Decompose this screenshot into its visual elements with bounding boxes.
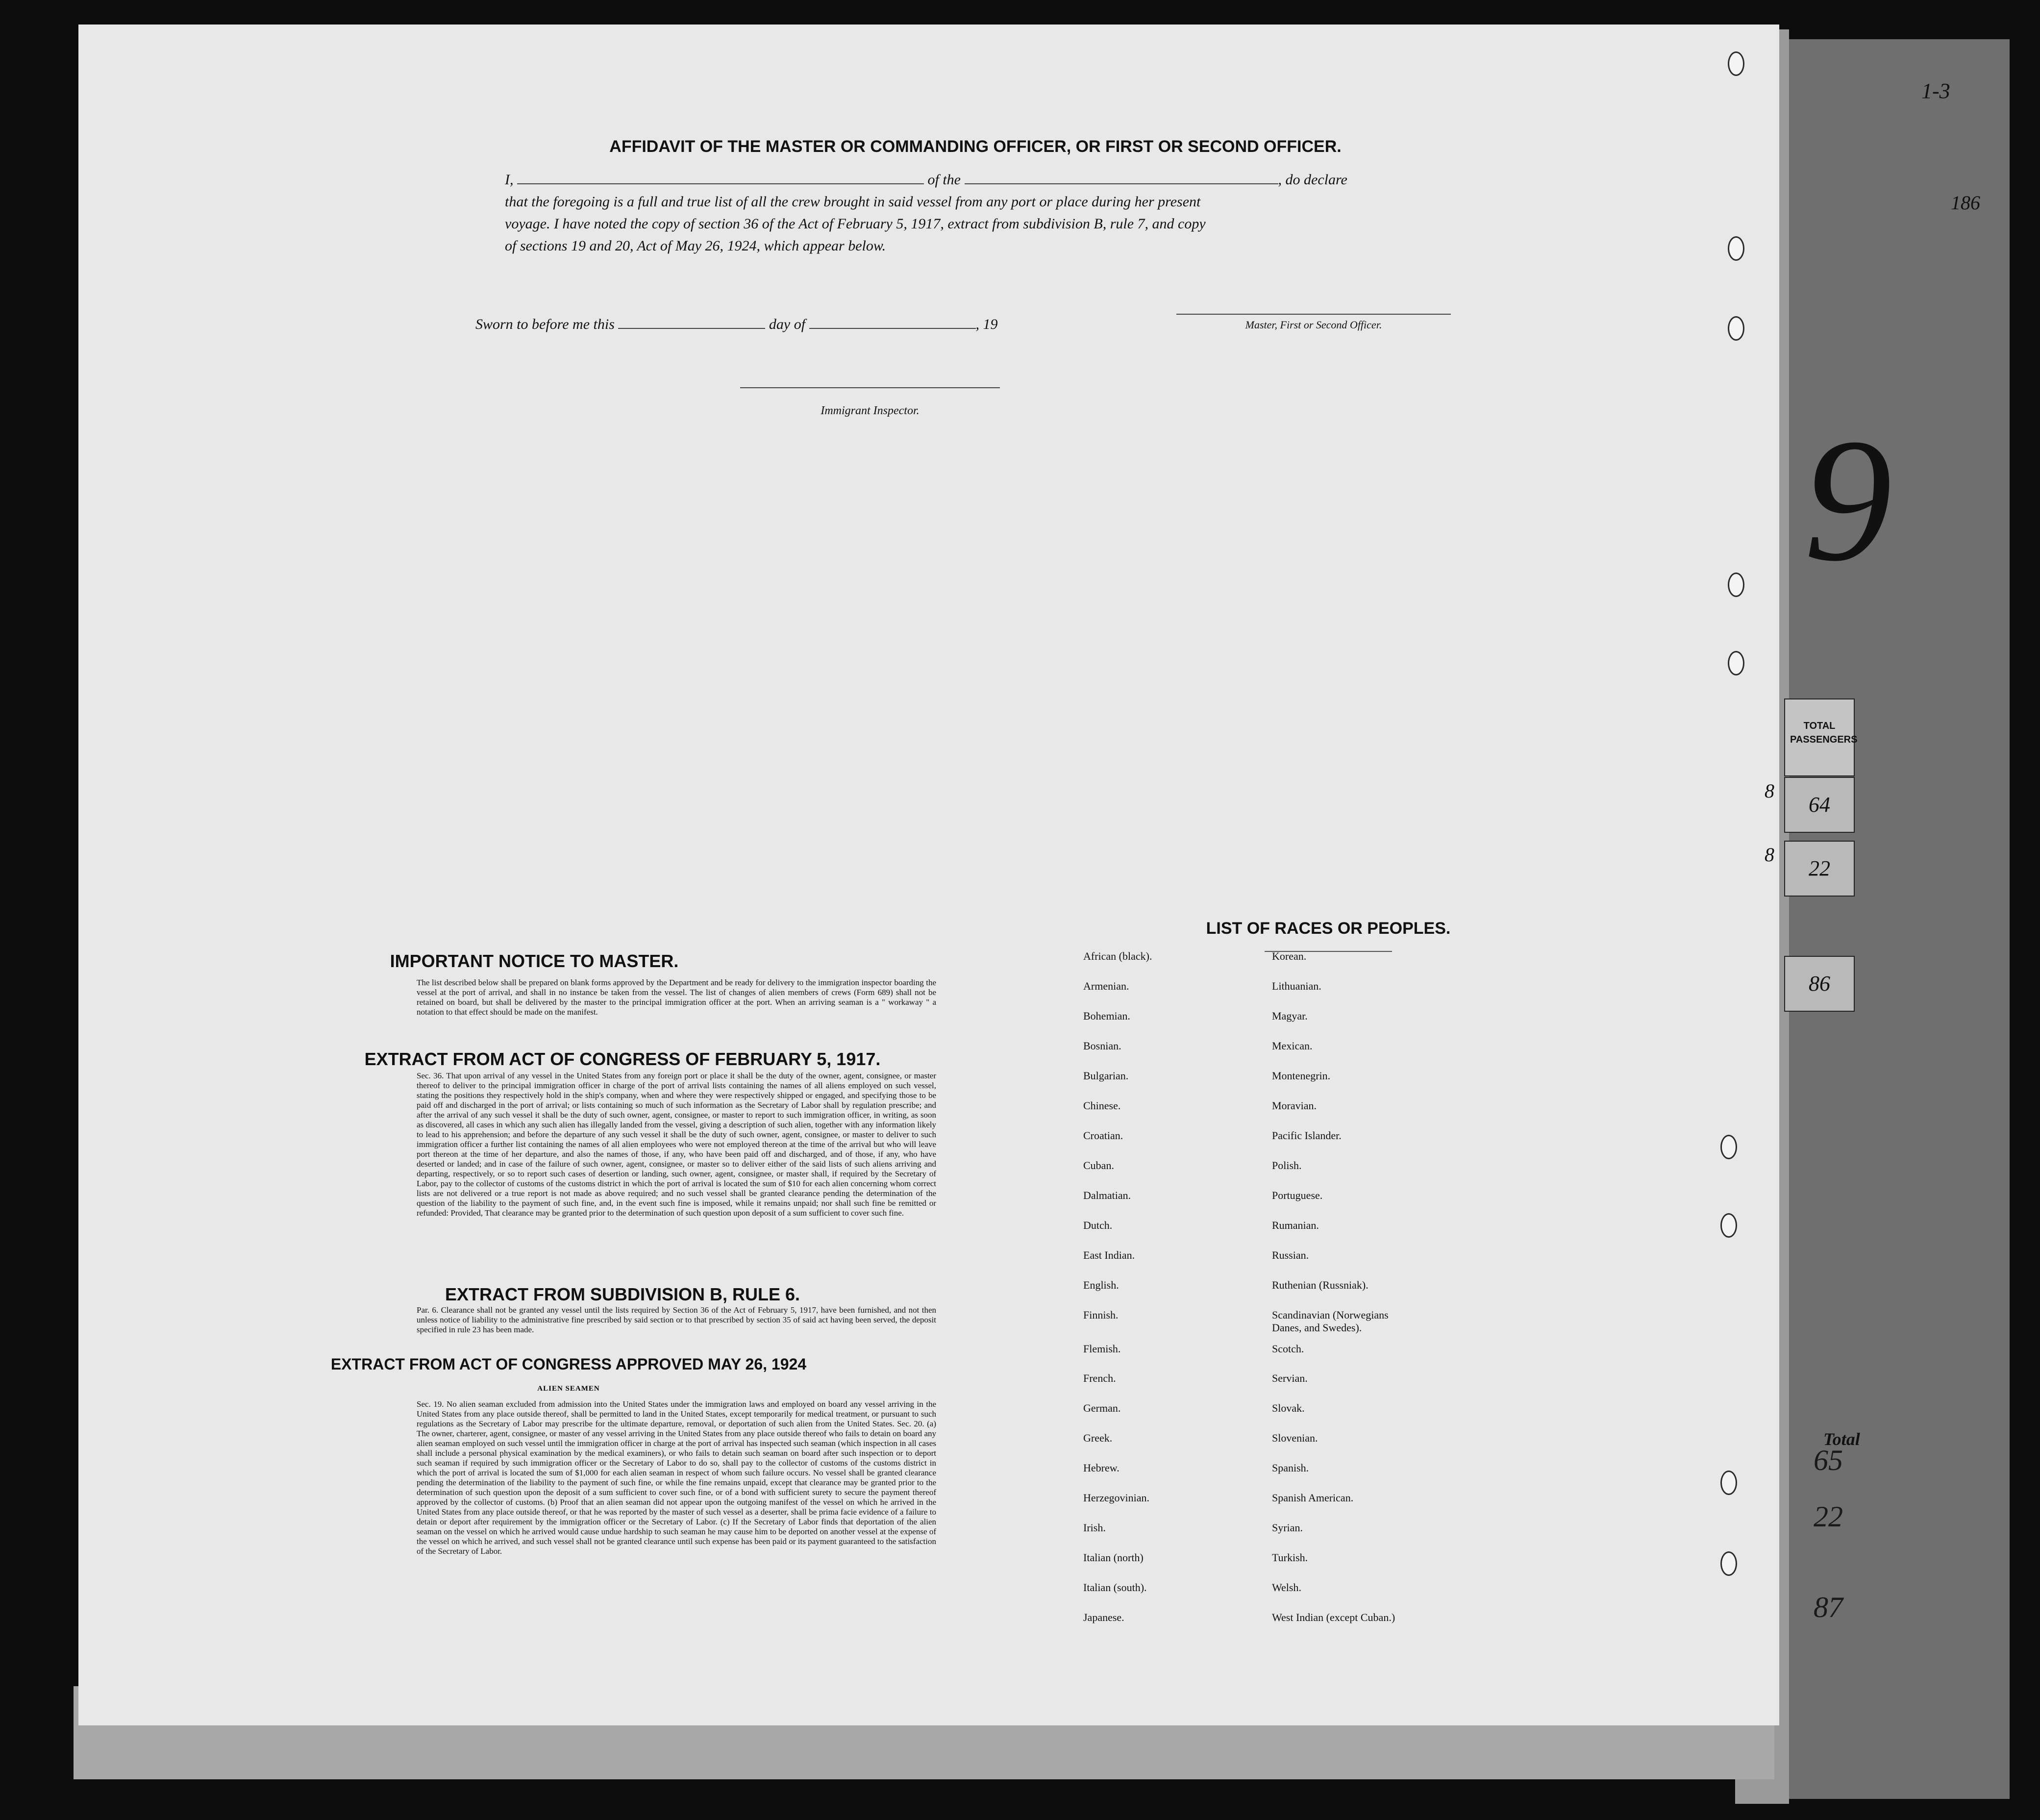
punch-hole (1720, 1213, 1737, 1238)
extract-1917-title: EXTRACT FROM ACT OF CONGRESS OF FEBRUARY 5, 1917. (364, 1049, 881, 1069)
tally-left-digit: 8 (1765, 844, 1774, 866)
race-item: Italian (south). (1083, 1581, 1147, 1594)
tally-value: 22 (1784, 841, 1855, 897)
corner-note: 1-3 (1921, 79, 1950, 103)
punch-hole (1720, 1551, 1737, 1576)
vessel-blank (965, 183, 1278, 184)
underlying-sheet (1789, 39, 2010, 1799)
totals-value: 65 (1814, 1444, 1843, 1476)
race-item: Japanese. (1083, 1611, 1124, 1623)
punch-hole (1720, 1471, 1737, 1495)
race-item: Syrian. (1272, 1521, 1303, 1534)
sworn-prefix: Sworn to before me this (475, 316, 615, 332)
race-item: Bosnian. (1083, 1040, 1121, 1052)
race-item: Lithuanian. (1272, 980, 1321, 992)
affidavit-line-4: of sections 19 and 20, Act of May 26, 1924, which appear below. (505, 238, 886, 254)
tally-header (1784, 698, 1858, 776)
sworn-day-of: day of (769, 316, 806, 332)
race-item: African (black). (1083, 950, 1152, 962)
race-item: Korean. (1272, 950, 1307, 962)
race-item: Scandinavian (Norwegians Danes, and Swedes). (1272, 1309, 1389, 1334)
race-item: Scotch. (1272, 1343, 1304, 1355)
tally-value: 64 (1784, 777, 1855, 833)
race-item: Greek. (1083, 1432, 1113, 1444)
totals-value: 87 (1814, 1591, 1843, 1623)
race-item: Polish. (1272, 1159, 1302, 1172)
race-item: Finnish. (1083, 1309, 1119, 1321)
tally-left-digit: 8 (1765, 780, 1774, 802)
race-item: Mexican. (1272, 1040, 1313, 1052)
extract-rule6-text: Par. 6. Clearance shall not be granted any vessel until the lists required by Section 36 of the Act of February 5, 1917, have been furnished, and not then unless notice of liability to the administrative fine prescribed by said section or to that prescribed by section 35 of said act having been served, the deposit specified in rule 23 has been made. (417, 1305, 936, 1334)
notice-text: The list described below shall be prepared on blank forms approved by the Department and be ready for delivery to the immigration inspector boarding the vessel at the port of arrival, and shall in no instance be taken from the vessel. The list of changes of alien members of crews (Form 689) shall not be retained on board, but shall be delivered by the master to the principal immigration officer at the port. When an arriving seaman is a " workaway " a notation to that effect should be made on the manifest. (417, 978, 936, 1017)
races-title: LIST OF RACES OR PEOPLES. (1206, 919, 1451, 938)
totals-label: Total (1823, 1429, 1860, 1449)
race-item: Hebrew. (1083, 1462, 1120, 1474)
affidavit-title: AFFIDAVIT OF THE MASTER OR COMMANDING OFFICER, OR FIRST OR SECOND OFFICER. (609, 137, 1342, 156)
race-item: Turkish. (1272, 1551, 1308, 1564)
race-item: German. (1083, 1402, 1121, 1414)
tally-value: 86 (1784, 956, 1855, 1012)
race-item: Portuguese. (1272, 1189, 1323, 1201)
affidavit-i: I, (505, 172, 514, 188)
race-item: Ruthenian (Russniak). (1272, 1279, 1368, 1291)
race-item: Irish. (1083, 1521, 1106, 1534)
race-item: Spanish American. (1272, 1492, 1354, 1504)
race-item: Servian. (1272, 1372, 1308, 1384)
race-item: English. (1083, 1279, 1119, 1291)
signature-caption: Master, First or Second Officer. (1245, 319, 1382, 331)
signature-line (1176, 314, 1451, 315)
extract-1924-subtitle: ALIEN SEAMEN (537, 1385, 600, 1393)
race-item: Russian. (1272, 1249, 1309, 1261)
race-item: French. (1083, 1372, 1116, 1384)
large-figure: 9 (1804, 402, 1892, 598)
race-item: Dalmatian. (1083, 1189, 1131, 1201)
totals-value: 22 (1814, 1500, 1843, 1533)
extract-1924-title: EXTRACT FROM ACT OF CONGRESS APPROVED MAY 26, 1924 (330, 1355, 807, 1373)
race-item: Magyar. (1272, 1010, 1308, 1022)
punch-hole (1728, 236, 1744, 261)
affidavit-line-1 (505, 172, 1466, 188)
affidavit-line-3: voyage. I have noted the copy of section 36 of the Act of February 5, 1917, extract from subdivision B, rule 7, and copy (505, 216, 1206, 232)
name-blank (517, 183, 924, 184)
race-item: West Indian (except Cuban.) (1272, 1611, 1395, 1623)
race-item: Herzegovinian. (1083, 1492, 1149, 1504)
race-item: Flemish. (1083, 1343, 1121, 1355)
race-item: Spanish. (1272, 1462, 1309, 1474)
race-item: Slovenian. (1272, 1432, 1318, 1444)
extract-1924-text: Sec. 19. No alien seaman excluded from admission into the United States under the immigration laws and employed on board any vessel arriving in the United States from any place outside thereof, shall be permitted to land in the United States, except temporarily for medical treatment, or pursuant to such regulations as the Secretary of Labor may prescribe for the ultimate departure, removal, or deportation of such alien from the United States. Sec. 20. (a) The owner, charterer, agent, consignee, or master of any vessel arriving in the United States from any place outside thereof who fails to detain on board any alien seaman employed on such vessel until the immigration officer in charge at the port of arrival has inspected such seaman (which inspection in all cases shall include a personal physical examination by the medical examiners), or who fails to detain such seaman on board after such inspection or to deport such seaman if required by such immigration officer or the Secretary of Labor to do so, shall pay to the collector of customs of the customs district in which the port of arrival is located the sum of $1,000 for each alien seaman in respect of whom such failure occurs. No vessel shall be granted clearance pending the determination of the liability to the payment of such fine, or while the fine remains unpaid, except that clearance may be granted prior to the determination of such question upon the deposit of a sum sufficient to cover such fine, or of a bond with sufficient surety to secure the payment thereof approved by the collector of customs. (b) Proof that an alien seaman did not appear upon the outgoing manifest of the vessel on which he arrived in the United States from any place outside thereof, or that he was reported by the master of such vessel as a deserter, shall be prima facie evidence of a failure to detain or deport after requirement by the immigration officer or the Secretary of Labor. (c) If the Secretary of Labor finds that deportation of the alien seaman on the vessel on which he arrived would cause undue hardship to such seaman he may cause him to be deported on another vessel at the expense of the vessel on which he arrived, and such vessel shall not be granted clearance until such expense has been paid or its payment guaranteed to the satisfaction of the Secretary of Labor. (417, 1399, 936, 1556)
race-item: Croatian. (1083, 1129, 1123, 1142)
extract-1917-text: Sec. 36. That upon arrival of any vessel in the United States from any foreign port or place it shall be the duty of the owner, agent, consignee, or master thereof to deliver to the principal immigration officer in charge of the port of arrival lists containing the names of all aliens employed on such vessel, stating the positions they respectively hold in the ship's company, when and where they were respectively shipped or engaged, and specifying those to be paid off and discharged in the port of arrival; or lists containing so much of such information as the Secretary of Labor shall by regulation prescribe; and after the arrival of any such vessel it shall be the duty of such owner, agent, consignee, or master to report to such immigration officer, in writing, as soon as discovered, all cases in which any such alien has illegally landed from the vessel, giving a description of such alien, together with any information likely to lead to his apprehension; and before the departure of any such vessel it shall be the duty of such owner, agent, consignee, or master to deliver to such immigration officer a further list containing the names of all alien employees who were not employed thereon at the time of the arrival but who will leave port thereon at the time of her departure, and also the names of those, if any, who have been paid off and discharged, and of those, if any, who have deserted or landed; and in case of the failure of such owner, agent, consignee, or master so to deliver either of the said lists of such aliens arriving and departing, respectively, or so to report such cases of desertion or landing, such owner, agent, consignee, or master shall, if required by the Secretary of Labor, pay to the collector of customs of the customs district in which the port of arrival is located the sum of $10 for each alien concerning whom correct lists are not delivered or a true report is not made as above required; and no such vessel shall be granted clearance pending the determination of the question of the liability to the payment of such fine, and, in the event such fine is imposed, while it remains unpaid; nor shall such fine be remitted or refunded: Provided, That clearance may be granted prior to the determination of such question upon deposit of a sum sufficient to cover such fine. (417, 1071, 936, 1218)
notice-title: IMPORTANT NOTICE TO MASTER. (390, 951, 679, 971)
punch-hole (1728, 51, 1744, 76)
race-item: Rumanian. (1272, 1219, 1319, 1231)
race-item: Cuban. (1083, 1159, 1114, 1172)
inspector-caption: Immigrant Inspector. (821, 404, 920, 417)
form-page (78, 25, 1779, 1725)
extract-rule6-title: EXTRACT FROM SUBDIVISION B, RULE 6. (445, 1284, 800, 1304)
affidavit-declare: , do declare (1278, 172, 1347, 188)
race-item: Pacific Islander. (1272, 1129, 1342, 1142)
race-item: Montenegrin. (1272, 1070, 1331, 1082)
race-item: Moravian. (1272, 1099, 1317, 1112)
punch-hole (1728, 651, 1744, 675)
affidavit-of-the: of the (927, 172, 961, 188)
race-item: Slovak. (1272, 1402, 1305, 1414)
sworn-date-blank (618, 327, 765, 329)
sworn-month-blank (809, 327, 976, 329)
page-number: 186 (1951, 192, 1980, 214)
race-item: Chinese. (1083, 1099, 1121, 1112)
punch-hole (1728, 316, 1744, 341)
punch-hole (1728, 573, 1744, 597)
race-item: Welsh. (1272, 1581, 1301, 1594)
tally-header-label: TOTAL PASSENGERS (1790, 721, 1858, 745)
race-item: Bulgarian. (1083, 1070, 1129, 1082)
inspector-line (740, 387, 1000, 388)
sworn-year: , 19 (975, 316, 998, 332)
sworn-line (475, 316, 1436, 333)
race-item: Armenian. (1083, 980, 1129, 992)
race-item: Dutch. (1083, 1219, 1113, 1231)
race-item: East Indian. (1083, 1249, 1135, 1261)
race-item: Italian (north) (1083, 1551, 1144, 1564)
race-item: Bohemian. (1083, 1010, 1130, 1022)
punch-hole (1720, 1135, 1737, 1159)
affidavit-line-2: that the foregoing is a full and true list of all the crew brought in said vessel from any port or place during her present (505, 194, 1201, 210)
